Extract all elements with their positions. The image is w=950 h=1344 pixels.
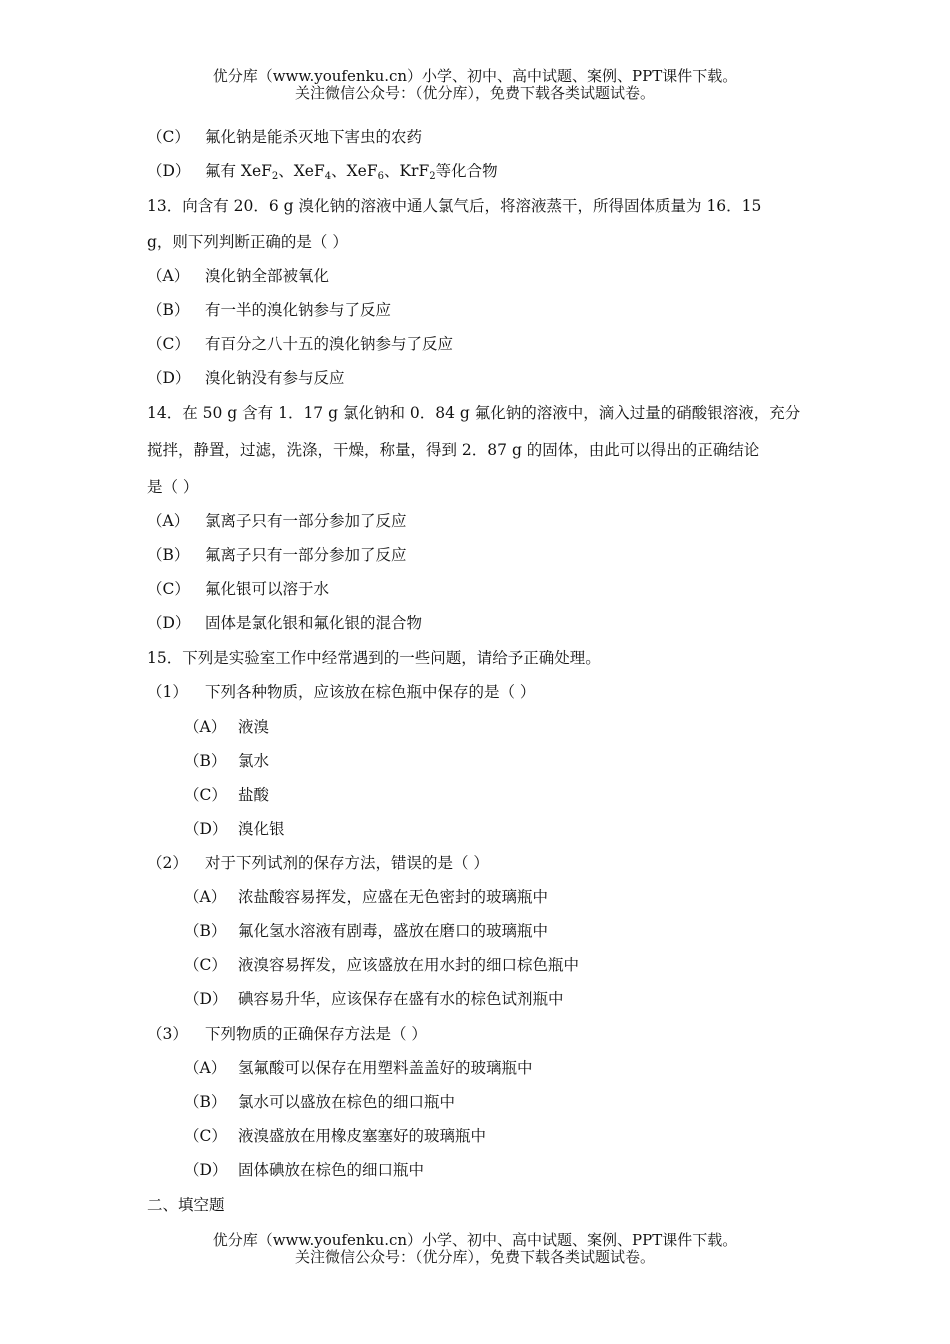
- q13-option-a: [147, 266, 329, 286]
- option-label: （C）: [184, 956, 227, 974]
- option-label: （D）: [147, 162, 191, 180]
- option-text: 溴化银: [238, 820, 285, 838]
- option-label: （A）: [184, 718, 227, 736]
- option-text: 氯水: [238, 752, 270, 770]
- option-label: （C）: [147, 335, 190, 353]
- option-label: （B）: [184, 922, 227, 940]
- footer-line-1: 优分库（www.youfenku.cn）小学、初中、高中试题、案例、PPT课件下载。: [212, 1231, 738, 1249]
- q12-option-d: [147, 161, 498, 181]
- option-text: 有一半的溴化钠参与了反应: [205, 301, 392, 319]
- q14-option-c: [147, 579, 329, 599]
- option-text: 碘容易升华，应该保存在盛有水的棕色试剂瓶中: [238, 990, 564, 1008]
- option-label: （A）: [184, 1059, 227, 1077]
- option-text: 液溴容易挥发，应该盛放在用水封的细口棕色瓶中: [238, 956, 580, 974]
- option-text: 、XeF: [278, 162, 325, 180]
- part-stem-text: 下列各种物质，应该放在棕色瓶中保存的是（ ）: [205, 683, 536, 701]
- option-text: 固体碘放在棕色的细口瓶中: [238, 1161, 425, 1179]
- option-label: （B）: [147, 546, 190, 564]
- option-label: （D）: [147, 614, 191, 632]
- option-text: 等化合物: [435, 162, 498, 180]
- option-text: 浓盐酸容易挥发，应盛在无色密封的玻璃瓶中: [238, 888, 549, 906]
- option-label: （B）: [184, 752, 227, 770]
- option-text: 氟离子只有一部分参加了反应: [205, 546, 407, 564]
- option-text: 固体是氯化银和氟化银的混合物: [205, 614, 423, 632]
- q14-option-d: [147, 613, 422, 633]
- option-text: 氟化钠是能杀灭地下害虫的农药: [205, 128, 423, 146]
- q14-stem-line-2: 搅拌，静置，过滤，洗涤，干燥，称量，得到 2．87 g 的固体，由此可以得出的正确结论: [147, 441, 760, 459]
- option-label: （C）: [147, 580, 190, 598]
- option-text: 氟化氢水溶液有剧毒，盛放在磨口的玻璃瓶中: [238, 922, 549, 940]
- option-label: （D）: [184, 990, 228, 1008]
- option-text: 、XeF: [331, 162, 378, 180]
- option-text: 溴化钠全部被氧化: [205, 267, 330, 285]
- option-text: 氯水可以盛放在棕色的细口瓶中: [238, 1093, 456, 1111]
- option-text: 溴化钠没有参与反应: [205, 369, 345, 387]
- q15-part-1-option-a: [184, 717, 269, 737]
- q13-stem-line-1: 13．向含有 20．6 g 溴化钠的溶液中通人氯气后，将溶液蒸干，所得固体质量为 16．15: [147, 197, 762, 215]
- option-label: （A）: [147, 512, 190, 530]
- subscript: 4: [324, 171, 332, 182]
- q15-part-3-option-a: [184, 1058, 533, 1078]
- footer-line-2: 关注微信公众号：（优分库），免费下载各类试题试卷。: [294, 1248, 655, 1266]
- q15-part-1-option-d: [184, 819, 285, 839]
- q14-stem-line-1: 14．在 50 g 含有 1．17 g 氯化钠和 0．84 g 氟化钠的溶液中，滴入过量的硝酸银溶液，充分: [147, 404, 801, 422]
- option-label: （D）: [147, 369, 191, 387]
- q15-part-2-option-a: [184, 887, 548, 907]
- q15-part-3-option-c: [184, 1126, 486, 1146]
- part-label: （2）: [147, 854, 188, 872]
- q13-stem-line-2: g，则下列判断正确的是（ ）: [147, 233, 348, 251]
- option-label: （C）: [184, 786, 227, 804]
- q15-part-2-stem: [147, 853, 489, 873]
- option-label: （C）: [147, 128, 190, 146]
- q15-part-3-stem: [147, 1024, 427, 1044]
- q15-part-2-option-d: [184, 989, 564, 1009]
- q15-part-2-option-b: [184, 921, 548, 941]
- q15-part-1-option-c: [184, 785, 269, 805]
- option-text: 氯离子只有一部分参加了反应: [205, 512, 407, 530]
- option-text: 氟化银可以溶于水: [205, 580, 330, 598]
- option-label: （A）: [184, 888, 227, 906]
- q15-part-3-option-d: [184, 1160, 424, 1180]
- q14-option-a: [147, 511, 407, 531]
- option-label: （C）: [184, 1127, 227, 1145]
- option-text: 氟有 XeF: [205, 162, 272, 180]
- part-stem-text: 下列物质的正确保存方法是（ ）: [205, 1025, 427, 1043]
- q15-stem: 15．下列是实验室工作中经常遇到的一些问题，请给予正确处理。: [147, 649, 601, 667]
- option-label: （B）: [184, 1093, 227, 1111]
- q15-part-3-option-b: [184, 1092, 455, 1112]
- q13-option-c: [147, 334, 453, 354]
- page-header: [0, 68, 950, 102]
- q15-part-1-stem: [147, 682, 535, 702]
- option-label: （D）: [184, 1161, 228, 1179]
- option-text: 氢氟酸可以保存在用塑料盖盖好的玻璃瓶中: [238, 1059, 533, 1077]
- part-stem-text: 对于下列试剂的保存方法，错误的是（ ）: [205, 854, 489, 872]
- option-text: 有百分之八十五的溴化钠参与了反应: [205, 335, 454, 353]
- q12-option-c: [147, 127, 422, 147]
- header-line-1: 优分库（www.youfenku.cn）小学、初中、高中试题、案例、PPT课件下载。: [212, 67, 738, 85]
- option-text: 盐酸: [238, 786, 270, 804]
- part-label: （1）: [147, 683, 188, 701]
- subscript: 2: [271, 171, 279, 182]
- option-label: （A）: [147, 267, 190, 285]
- q13-option-d: [147, 368, 345, 388]
- part-label: （3）: [147, 1025, 188, 1043]
- option-label: （B）: [147, 301, 190, 319]
- option-label: （D）: [184, 820, 228, 838]
- option-text: 、KrF: [383, 162, 430, 180]
- q15-part-2-option-c: [184, 955, 579, 975]
- q14-stem-line-3: 是（ ）: [147, 478, 199, 496]
- q15-part-1-option-b: [184, 751, 269, 771]
- q13-option-b: [147, 300, 391, 320]
- q14-option-b: [147, 545, 407, 565]
- subscript: 6: [377, 171, 384, 182]
- header-line-2: 关注微信公众号：（优分库），免费下载各类试题试卷。: [294, 84, 655, 102]
- option-text: 液溴: [238, 718, 270, 736]
- option-text: 液溴盛放在用橡皮塞塞好的玻璃瓶中: [238, 1127, 487, 1145]
- page-footer: [0, 1232, 950, 1266]
- section-heading-fill-in: 二、填空题: [147, 1196, 225, 1214]
- subscript: 2: [429, 171, 436, 182]
